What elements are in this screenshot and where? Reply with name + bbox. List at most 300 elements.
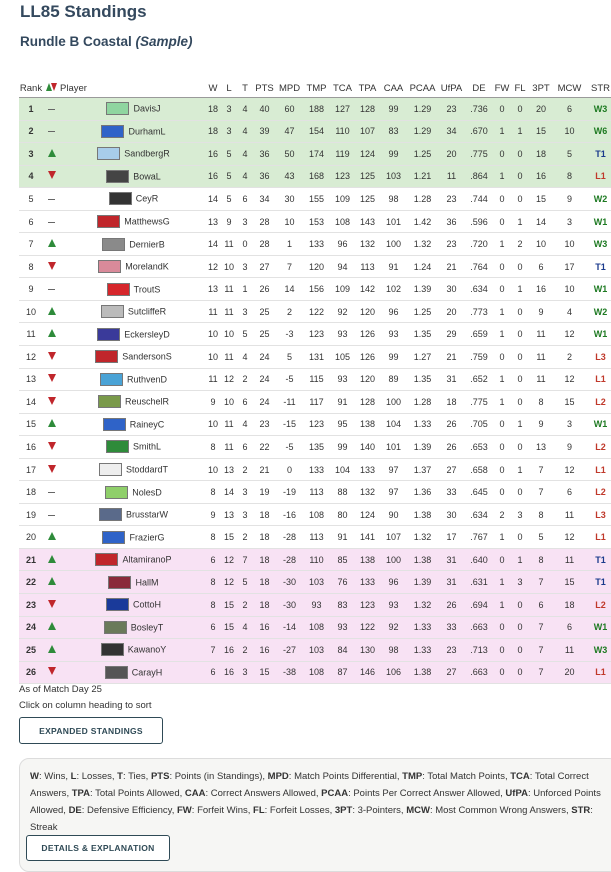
stat-tmp: 93 — [303, 594, 330, 617]
column-header-tca[interactable]: TCA — [333, 82, 352, 94]
stat-pts: 25 — [253, 323, 276, 346]
team-logo-icon — [100, 373, 123, 386]
movement-cell — [43, 323, 60, 346]
stat-ufpa: 18 — [438, 391, 465, 414]
stat-fl: 1 — [511, 548, 529, 571]
stat-tca: 123 — [330, 165, 355, 188]
stat-str: W2 — [586, 300, 611, 323]
player-name[interactable]: BowaL — [133, 171, 161, 182]
stat-mpd: 0 — [276, 458, 303, 481]
stat-str: L1 — [586, 526, 611, 549]
stat-l: 12 — [221, 368, 237, 391]
stat-tpa: 124 — [355, 143, 380, 166]
stat-t: 7 — [237, 548, 253, 571]
legend-abbr: TCA — [510, 771, 530, 782]
legend-desc: Total Correct Answers — [30, 771, 589, 799]
stat-fw: 0 — [493, 616, 511, 639]
stat-t: 4 — [237, 616, 253, 639]
player-cell[interactable] — [60, 503, 205, 526]
stat-str: L1 — [586, 661, 611, 684]
column-header-de[interactable]: DE — [472, 82, 486, 94]
stat-l: 15 — [221, 594, 237, 617]
movement-cell — [43, 391, 60, 414]
stat-tmp: 174 — [303, 143, 330, 166]
player-name[interactable]: MatthewsG — [124, 216, 170, 227]
stat-3pt: 11 — [529, 323, 553, 346]
column-header-rank[interactable]: Rank — [19, 82, 43, 94]
stat-mcw: 17 — [553, 255, 586, 278]
stat-t: 1 — [237, 278, 253, 301]
stat-pts: 28 — [253, 210, 276, 233]
player-name[interactable]: EckersleyD — [124, 329, 170, 340]
stat-caa: 103 — [380, 165, 407, 188]
stat-mpd: 5 — [276, 346, 303, 369]
stat-fl: 0 — [511, 323, 529, 346]
movement-cell — [43, 594, 60, 617]
stat-mpd: -30 — [276, 594, 303, 617]
stat-w: 8 — [205, 436, 221, 459]
player-name[interactable]: DurhamL — [128, 126, 166, 137]
player-cell[interactable] — [60, 526, 205, 549]
stat-fl: 0 — [511, 594, 529, 617]
stat-tpa: 120 — [355, 300, 380, 323]
stat-fl: 0 — [511, 143, 529, 166]
stat-pcaa: 1.32 — [407, 526, 438, 549]
stat-mpd: 10 — [276, 210, 303, 233]
movement-cell — [43, 368, 60, 391]
team-logo-icon — [99, 463, 122, 476]
stat-fw: 2 — [493, 503, 511, 526]
legend-desc: Forfeit Wins — [197, 805, 248, 816]
stat-3pt: 6 — [529, 594, 553, 617]
column-header-pts[interactable]: PTS — [255, 82, 274, 94]
column-header-tmp[interactable]: TMP — [306, 82, 327, 94]
team-logo-icon — [95, 553, 118, 566]
stat-fw: 0 — [493, 143, 511, 166]
player-name[interactable]: SutcliffeR — [127, 306, 167, 317]
stat-tmp: 120 — [303, 255, 330, 278]
stat-3pt: 6 — [529, 255, 553, 278]
legend-desc: Wins — [44, 771, 66, 782]
player-name[interactable]: CeyR — [135, 193, 159, 204]
stat-mpd: -30 — [276, 571, 303, 594]
stat-mcw: 3 — [553, 413, 586, 436]
team-logo-icon — [104, 621, 127, 634]
player-name[interactable]: SandersonS — [122, 351, 172, 362]
rank-cell: 16 — [19, 436, 43, 459]
rank-cell: 10 — [19, 300, 43, 323]
stat-tmp: 113 — [303, 526, 330, 549]
player-cell[interactable] — [60, 661, 205, 684]
team-logo-icon — [101, 305, 124, 318]
stat-3pt: 15 — [529, 188, 553, 211]
player-cell[interactable] — [60, 300, 205, 323]
stat-caa: 100 — [380, 233, 407, 256]
stat-pcaa: 1.27 — [407, 346, 438, 369]
stat-pts: 26 — [253, 278, 276, 301]
legend-abbr: PTS — [150, 771, 170, 782]
expanded-standings-button[interactable]: EXPANDED STANDINGS — [19, 717, 163, 744]
player-cell[interactable] — [60, 368, 205, 391]
stat-caa: 99 — [380, 143, 407, 166]
stat-fl: 0 — [511, 639, 529, 662]
player-cell[interactable] — [60, 143, 205, 166]
player-name[interactable]: KawanoY — [127, 644, 167, 655]
stat-de: .775 — [465, 143, 493, 166]
column-header-w[interactable]: W — [208, 82, 218, 94]
player-name[interactable]: StoddardT — [125, 464, 169, 475]
player-name[interactable]: TroutS — [133, 284, 161, 295]
stat-3pt: 10 — [529, 233, 553, 256]
team-logo-icon — [97, 328, 120, 341]
table-row — [19, 233, 611, 256]
player-cell[interactable] — [60, 165, 205, 188]
stat-fl: 1 — [511, 413, 529, 436]
stat-fl: 0 — [511, 616, 529, 639]
stat-w: 10 — [205, 346, 221, 369]
player-cell[interactable] — [60, 120, 205, 143]
stat-tpa: 133 — [355, 571, 380, 594]
stat-t: 0 — [237, 233, 253, 256]
player-name[interactable]: DernierB — [129, 239, 165, 250]
player-name[interactable]: SmithL — [132, 441, 161, 452]
arrow-up-icon — [48, 329, 56, 337]
stat-tca: 91 — [330, 526, 355, 549]
stat-pcaa: 1.35 — [407, 323, 438, 346]
stat-mcw: 15 — [553, 391, 586, 414]
stat-3pt: 18 — [529, 143, 553, 166]
stat-ufpa: 11 — [438, 165, 465, 188]
arrow-down-icon — [48, 600, 56, 608]
stat-tmp: 122 — [303, 300, 330, 323]
table-row — [19, 300, 611, 323]
player-cell[interactable] — [60, 481, 205, 504]
stat-mcw: 8 — [553, 165, 586, 188]
movement-cell — [43, 120, 60, 143]
rank-cell: 2 — [19, 120, 43, 143]
stat-tmp: 133 — [303, 458, 330, 481]
column-header-pcaa[interactable]: PCAA — [409, 82, 436, 94]
column-header-str[interactable]: STR — [591, 82, 610, 94]
column-header-mpd[interactable]: MPD — [278, 82, 301, 94]
stat-3pt: 7 — [529, 481, 553, 504]
stat-pcaa: 1.32 — [407, 233, 438, 256]
rank-cell: 11 — [19, 323, 43, 346]
team-logo-icon — [106, 170, 129, 183]
stat-l: 11 — [221, 436, 237, 459]
stat-tpa: 141 — [355, 526, 380, 549]
stat-pts: 18 — [253, 594, 276, 617]
player-name[interactable]: DavisJ — [133, 103, 161, 114]
stat-fw: 0 — [493, 98, 511, 121]
stat-w: 16 — [205, 143, 221, 166]
movement-cell — [43, 458, 60, 481]
stat-3pt: 9 — [529, 300, 553, 323]
player-cell[interactable] — [60, 639, 205, 662]
stat-fw: 0 — [493, 255, 511, 278]
player-name[interactable]: FrazierG — [129, 532, 165, 543]
player-name[interactable]: MorelandK — [125, 261, 169, 272]
legend-desc: Correct Answers Allowed — [210, 788, 316, 799]
stat-pcaa: 1.33 — [407, 616, 438, 639]
arrow-down-icon — [48, 442, 56, 450]
column-header-ufpa[interactable]: UfPA — [440, 82, 463, 94]
stat-fl: 0 — [511, 188, 529, 211]
stat-tca: 93 — [330, 323, 355, 346]
stat-caa: 90 — [380, 503, 407, 526]
stat-tca: 94 — [330, 255, 355, 278]
arrow-up-icon — [48, 555, 56, 563]
player-cell[interactable] — [60, 391, 205, 414]
stat-tca: 104 — [330, 458, 355, 481]
arrow-down-icon — [48, 352, 56, 360]
player-cell[interactable] — [60, 458, 205, 481]
stat-tpa: 125 — [355, 188, 380, 211]
column-header-3pt[interactable]: 3PT — [532, 82, 550, 94]
stat-caa: 98 — [380, 188, 407, 211]
stat-tmp: 113 — [303, 481, 330, 504]
stat-mcw: 11 — [553, 503, 586, 526]
player-cell[interactable] — [60, 548, 205, 571]
stat-l: 11 — [221, 233, 237, 256]
stat-caa: 102 — [380, 278, 407, 301]
column-header-tpa[interactable]: TPA — [358, 82, 377, 94]
stat-3pt: 8 — [529, 391, 553, 414]
column-header-t[interactable]: T — [242, 82, 248, 94]
arrow-down-icon — [48, 374, 56, 382]
no-change-icon — [48, 222, 55, 223]
stat-mpd: -19 — [276, 481, 303, 504]
stat-tpa: 123 — [355, 594, 380, 617]
legend-desc: Ties — [128, 771, 146, 782]
player-cell[interactable] — [60, 413, 205, 436]
stat-pts: 24 — [253, 368, 276, 391]
stat-caa: 99 — [380, 346, 407, 369]
column-header-mcw[interactable]: MCW — [557, 82, 582, 94]
stat-pts: 23 — [253, 413, 276, 436]
stat-w: 8 — [205, 526, 221, 549]
stat-mcw: 6 — [553, 98, 586, 121]
player-cell[interactable] — [60, 323, 205, 346]
stat-fl: 0 — [511, 255, 529, 278]
movement-cell — [43, 255, 60, 278]
stat-de: .764 — [465, 255, 493, 278]
column-header-fl[interactable]: FL — [514, 82, 526, 94]
stat-tca: 92 — [330, 300, 355, 323]
stat-fw: 0 — [493, 661, 511, 684]
player-cell[interactable] — [60, 436, 205, 459]
stat-str: W2 — [586, 188, 611, 211]
stat-fw: 1 — [493, 165, 511, 188]
player-name[interactable]: SandbergR — [124, 148, 170, 159]
stat-ufpa: 23 — [438, 233, 465, 256]
table-row — [19, 526, 611, 549]
player-cell[interactable] — [60, 571, 205, 594]
player-cell[interactable] — [60, 255, 205, 278]
stat-w: 14 — [205, 188, 221, 211]
stat-ufpa: 36 — [438, 210, 465, 233]
stat-tmp: 117 — [303, 391, 330, 414]
movement-cell — [43, 616, 60, 639]
column-header-player[interactable]: Player — [60, 82, 87, 94]
stat-tmp: 123 — [303, 413, 330, 436]
player-cell[interactable] — [60, 616, 205, 639]
rank-cell: 7 — [19, 233, 43, 256]
player-name[interactable]: RuthvenD — [126, 374, 168, 385]
stat-tpa: 120 — [355, 368, 380, 391]
stat-tpa: 132 — [355, 481, 380, 504]
stat-caa: 93 — [380, 594, 407, 617]
stat-pts: 18 — [253, 503, 276, 526]
stat-t: 3 — [237, 503, 253, 526]
rank-cell: 18 — [19, 481, 43, 504]
stat-ufpa: 31 — [438, 548, 465, 571]
stat-l: 5 — [221, 165, 237, 188]
team-logo-icon — [97, 215, 120, 228]
stat-t: 4 — [237, 143, 253, 166]
arrow-down-icon — [48, 465, 56, 473]
team-logo-icon — [106, 102, 129, 115]
stat-tca: 105 — [330, 346, 355, 369]
table-row — [19, 368, 611, 391]
stat-tmp: 168 — [303, 165, 330, 188]
stat-de: .744 — [465, 188, 493, 211]
movement-cell — [43, 188, 60, 211]
stat-str: W3 — [586, 639, 611, 662]
player-cell[interactable] — [60, 594, 205, 617]
player-name[interactable]: NolesD — [132, 487, 162, 498]
stat-mcw: 10 — [553, 278, 586, 301]
stat-t: 6 — [237, 436, 253, 459]
player-name[interactable]: HallM — [135, 577, 159, 588]
stat-de: .670 — [465, 120, 493, 143]
stat-de: .658 — [465, 458, 493, 481]
stat-mcw: 10 — [553, 233, 586, 256]
stat-mcw: 4 — [553, 300, 586, 323]
stat-caa: 92 — [380, 616, 407, 639]
stat-pts: 18 — [253, 548, 276, 571]
player-name[interactable]: AltamiranoP — [122, 554, 172, 565]
stat-caa: 91 — [380, 255, 407, 278]
table-row — [19, 143, 611, 166]
stat-tca: 88 — [330, 481, 355, 504]
stat-de: .694 — [465, 594, 493, 617]
legend-desc: Points (in Standings) — [174, 771, 263, 782]
rank-cell: 21 — [19, 548, 43, 571]
stat-caa: 101 — [380, 210, 407, 233]
player-cell[interactable] — [60, 346, 205, 369]
table-row — [19, 98, 611, 121]
stat-fl: 0 — [511, 436, 529, 459]
stat-pts: 28 — [253, 233, 276, 256]
stat-t: 5 — [237, 323, 253, 346]
player-name[interactable]: BrusstarW — [125, 509, 168, 520]
player-cell[interactable] — [60, 188, 205, 211]
stat-tca: 84 — [330, 639, 355, 662]
stat-3pt: 20 — [529, 98, 553, 121]
column-header-caa[interactable]: CAA — [383, 82, 404, 94]
player-cell[interactable] — [60, 210, 205, 233]
movement-cell — [43, 233, 60, 256]
stat-l: 10 — [221, 391, 237, 414]
stat-fw: 1 — [493, 233, 511, 256]
stat-fw: 0 — [493, 188, 511, 211]
team-logo-icon — [99, 508, 122, 521]
stat-pts: 24 — [253, 391, 276, 414]
arrow-down-icon — [48, 397, 56, 405]
player-name[interactable]: CarayH — [131, 667, 163, 678]
stat-str: L2 — [586, 481, 611, 504]
player-cell[interactable] — [60, 98, 205, 121]
stat-w: 6 — [205, 548, 221, 571]
column-header-fw[interactable]: FW — [494, 82, 510, 94]
stat-pcaa: 1.29 — [407, 98, 438, 121]
legend-desc: Losses — [81, 771, 112, 782]
column-header-l[interactable]: L — [226, 82, 232, 94]
stat-tpa: 125 — [355, 165, 380, 188]
player-cell[interactable] — [60, 278, 205, 301]
sort-hint: Click on column heading to sort — [19, 700, 152, 711]
details-explanation-button[interactable]: DETAILS & EXPLANATION — [26, 835, 170, 861]
stat-3pt: 8 — [529, 548, 553, 571]
stat-pts: 21 — [253, 458, 276, 481]
stat-ufpa: 23 — [438, 98, 465, 121]
arrow-up-icon — [48, 577, 56, 585]
table-row — [19, 165, 611, 188]
team-logo-icon — [102, 531, 125, 544]
stat-pts: 39 — [253, 120, 276, 143]
stat-w: 6 — [205, 616, 221, 639]
player-cell[interactable] — [60, 233, 205, 256]
movement-cell — [43, 413, 60, 436]
stat-l: 16 — [221, 661, 237, 684]
stat-ufpa: 31 — [438, 571, 465, 594]
no-change-icon — [48, 492, 55, 493]
stat-str: L3 — [586, 503, 611, 526]
player-name[interactable]: CottoH — [132, 599, 161, 610]
stat-pcaa: 1.39 — [407, 278, 438, 301]
stat-3pt: 7 — [529, 639, 553, 662]
player-name[interactable]: BosleyT — [130, 622, 164, 633]
player-name[interactable]: ReuschelR — [124, 396, 170, 407]
stat-ufpa: 21 — [438, 255, 465, 278]
legend-abbr: FL — [253, 805, 265, 816]
table-row — [19, 436, 611, 459]
stat-w: 10 — [205, 413, 221, 436]
stat-mpd: 43 — [276, 165, 303, 188]
rank-cell: 23 — [19, 594, 43, 617]
stat-pcaa: 1.25 — [407, 143, 438, 166]
stat-de: .775 — [465, 391, 493, 414]
stat-w: 6 — [205, 661, 221, 684]
stat-l: 13 — [221, 503, 237, 526]
stat-pcaa: 1.32 — [407, 594, 438, 617]
stat-pcaa: 1.25 — [407, 300, 438, 323]
table-row — [19, 391, 611, 414]
movement-cell — [43, 165, 60, 188]
arrow-down-icon — [48, 171, 56, 179]
arrow-up-icon — [48, 622, 56, 630]
player-name[interactable]: RaineyC — [129, 419, 165, 430]
stat-mcw: 20 — [553, 661, 586, 684]
legend-abbr: MPD — [267, 771, 289, 782]
stat-str: W1 — [586, 278, 611, 301]
legend-desc: Total Points Allowed — [95, 788, 180, 799]
stat-mcw: 5 — [553, 143, 586, 166]
stat-tpa: 138 — [355, 548, 380, 571]
stat-str: W1 — [586, 210, 611, 233]
stat-caa: 100 — [380, 391, 407, 414]
